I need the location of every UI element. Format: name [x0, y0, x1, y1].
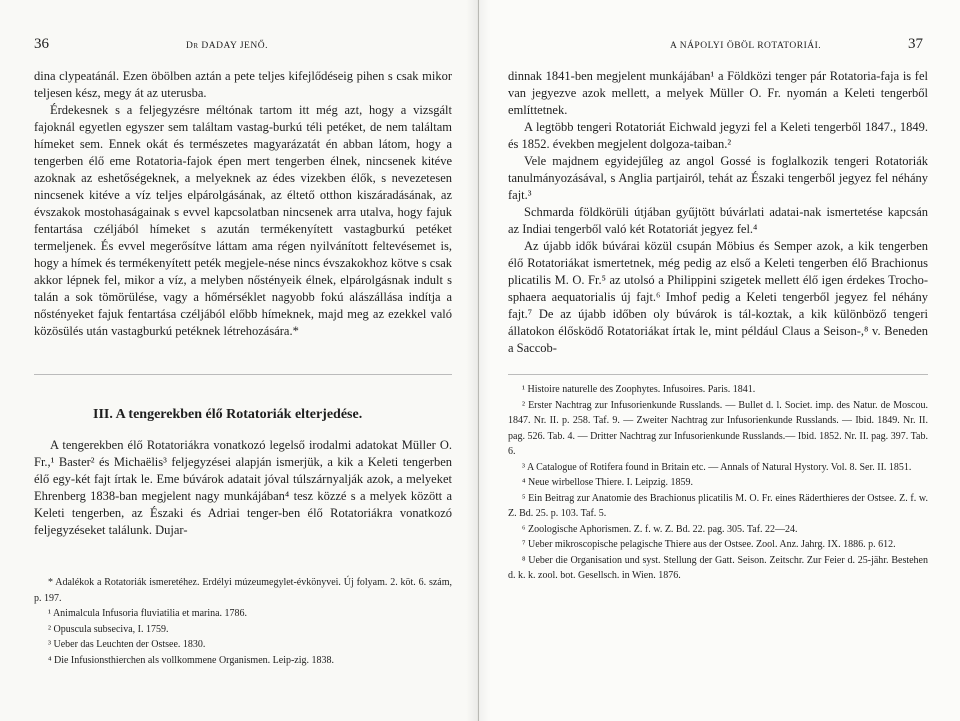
paragraph: Érdekesnek s a feljegyzésre méltónak tartom itt még azt, hogy a vizsgált fajoknál egyetlen egyszer sem találtam vastag-burkú téli petéket, de nem találtam hímeket sem. Ennek okát és természetes magyarázatát én abban látom, hogy a tengerben élő eme Rotatoria-fajok épen mert tengerben élnek, nincsenek kitéve azoknak az eshetőségeknek, a melyeknek az édes vizekben élők, s nevezetesen nincsenek kitéve a víz teljes elpárolgásának, az éltető otthon kiszáradásának, az évszakok mostohaságainak s evvel kapcsolatban nincsenek arra utalva, hogy fajuk fentartása czéljából hímeket s azután termékenyített vastagburkú petéket termeljenek. És evvel megerősítve láttam ama régen nyilvánított feltevésemet is, hogy a hímek és termékenyített peték megjele-nése nincs évszakokhoz kötve s csak akkor lépnek fel, mikor a víz, a melyben nőstényeik élnek, elpárolgásnak indult s talán a sok tömörülése, vagy a hőmérséklet nagyobb fokú alászállása indítja a nőstényeket fajuk fentartása czéljából előbb hímeknek, majd meg az ezekkel való közösülés után vastagburkú petéknek létrehozására.* — [34, 103, 452, 338]
paragraph: A legtöbb tengeri Rotatoriát Eichwald jegyzi fel a Keleti tengerből 1847., 1849. és 1852. években megjelent dolgoza-taiban.² — [508, 120, 928, 151]
footnote: ¹ Animalcula Infusoria fluviatilia et marina. 1786. — [48, 608, 248, 619]
right-body-text — [508, 68, 928, 357]
paragraph: Schmarda földkörüli útjában gyűjtött búvárlati adatai-nak ismertetése kapcsán az Indiai tengerből való két Rotatoriát jegyez fel.⁴ — [508, 205, 928, 236]
footnote: ⁴ Die Infusionsthierchen als vollkommene Organismen. Leip-zig. 1838. — [48, 654, 335, 666]
footnote: ² Opuscula subseciva, I. 1759. — [48, 623, 169, 635]
footnote: ⁸ Ueber die Organisation und syst. Stellung der Gatt. Seison. Zeitschr. Zur Feier d. 25-jähr. Bestehen d. k. k. zool. bot. Gesellsch. in Wien. 1876. — [508, 554, 928, 581]
gutter-line — [478, 0, 479, 721]
section-body-text — [34, 437, 452, 539]
footnote: ⁷ Ueber mikroscopische pelagische Thiere aus der Ostsee. Zool. Anz. Jahrg. IX. 1886. p. 612. — [522, 539, 896, 550]
right-running-title: A NÁPOLYI ÖBÖL ROTATORIÁI. — [670, 41, 822, 51]
paragraph: dina clypeatánál. Ezen öbölben aztán a pete teljes kifejlődéseig pihen s csak mikor teljesen kész, megy át az uterusba. — [34, 69, 452, 100]
footnote: ⁶ Zoologische Aphorismen. Z. f. w. Z. Bd. 22. pag. 305. Taf. 22—24. — [522, 523, 798, 535]
left-footnotes — [34, 575, 452, 668]
footnote: * Adalékok a Rotatoriák ismeretéhez. Erdélyi múzeumegylet-évkönyvei. Új folyam. 2. köt. 6. szám, p. 197. — [34, 577, 452, 604]
section-separator — [508, 374, 928, 375]
right-footnotes — [508, 382, 928, 584]
paragraph: A tengerekben élő Rotatoriákra vonatkozó legelső irodalmi adatokat Müller O. Fr.,¹ Baster² és Michaëlis³ feljegyzései alapján ismerjük, a kik a Keleti tengerben élő egy-két fajt írtak le. Eme búvárok adatait jóval túlszárnyalják azok, a melyeket Ehrenberg 1838-ban megjelent nagy munkájában⁴ tesz közzé s a melyek között a Keleti tengerben, az Északi és Adriai tenger-ben élő Rotatoriákra vonatkozó feljegyzéseket találunk. Dujar- — [34, 438, 452, 537]
footnote: ³ Ueber das Leuchten der Ostsee. 1830. — [48, 639, 206, 650]
footnote: ⁴ Neue wirbellose Thiere. I. Leipzig. 1859. — [522, 477, 694, 488]
paragraph: Az újabb idők búvárai közül csupán Möbius és Semper azok, a kik tengerben élő Rotatoriákat ismertetnek, még pedig az első a Keleti tengerben élő Brachionus plicatilis M. O. Fr.⁵ az utolsó a Philippini szigetek mellett élő igen érdekes Trocho-sphaera aequatorialis új fajt.⁶ Imhof pedig a Keleti tengerből jegyez fel néhány fajt.⁷ De az újabb időben oly búvárok is tál-koztak, a kik különböző tengeri állatokon élősködő Rotatoriákat írtak le, mint például Claus a Seison-,⁸ v. Beneden a Saccob- — [508, 239, 928, 355]
footnote: ⁵ Ein Beitrag zur Anatomie des Brachionus plicatilis M. O. Fr. eines Räderthieres der Ostsee. Z. f. w. Z. Bd. 25. p. 103. Taf. 5. — [508, 492, 928, 519]
section-separator — [34, 374, 452, 375]
section-heading: III. A tengerekben élő Rotatoriák elterjedése. — [93, 407, 363, 422]
right-page-number: 37 — [908, 36, 923, 52]
left-body-text — [34, 68, 452, 340]
left-running-title: Dr DADAY JENŐ. — [186, 41, 268, 51]
paragraph: dinnak 1841-ben megjelent munkájában¹ a Földközi tenger pár Rotatoria-faja is fel van jegyezve azok mellett, a melyek Müller O. Fr. nyomán a Keleti tengerből említtetnek. — [508, 69, 928, 117]
footnote: ³ A Catalogue of Rotifera found in Britain etc. — Annals of Natural Hystory. Vol. 8. Ser. II. 1851. — [522, 461, 912, 473]
footnote: ¹ Histoire naturelle des Zoophytes. Infusoires. Paris. 1841. — [522, 384, 756, 395]
paragraph: Vele majdnem egyidejűleg az angol Gossé is foglalkozik tengeri Rotatoriák tanulmányozásával, s Anglia partjairól, tehát az Északi tengerből jegyez fel néhány fajt.³ — [508, 154, 928, 202]
footnote: ² Erster Nachtrag zur Infusorienkunde Russlands. — Bullet d. l. Societ. imp. des Natur. de Moscou. 1847. Nr. II. p. 258. Taf. 9. — Zweiter Nachtrag zur Infusorienkunde Russlands. — Ibid. 1849. Nr. II. pag. 526. Tab. 4. — Dritter Nachtrag zur Infusorienkunde Russlands.— Ibid. 1852. Nr. II. pag. 397. Tab. 6. — [508, 399, 928, 457]
left-page-number: 36 — [34, 36, 49, 52]
